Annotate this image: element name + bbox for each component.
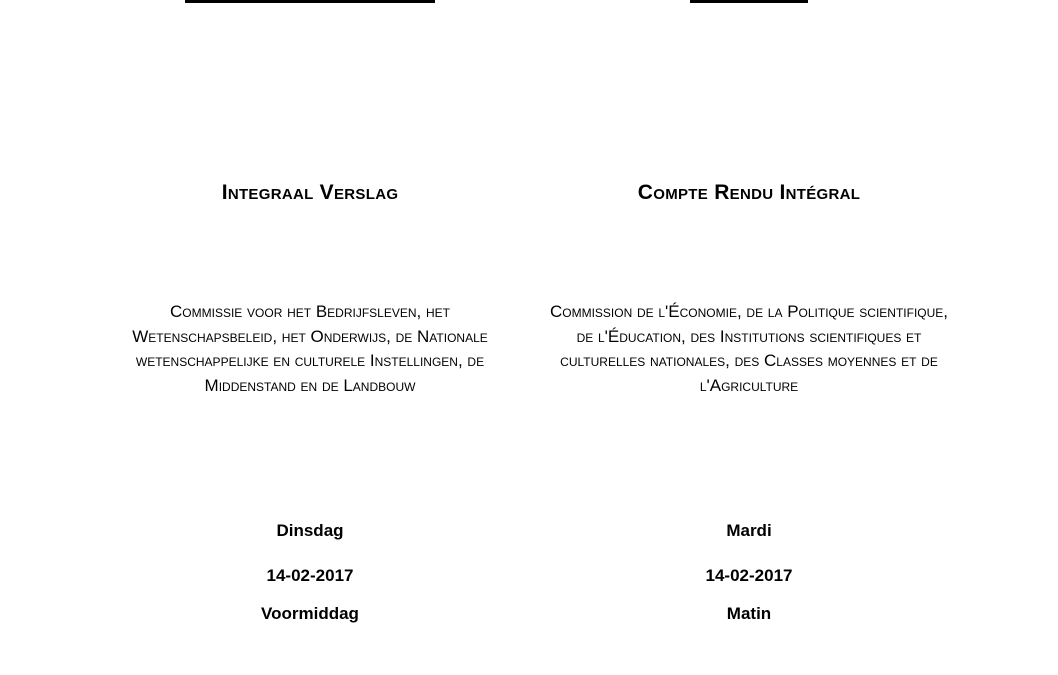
cut-off-header-nl: [105, 0, 515, 3]
committee-name-dutch: Commissie voor het Bedrijfsleven, het Wetenschapsbeleid, het Onderwijs, de Nationale wetenschappelijke en culturele Instellingen, de Middenstand en de Landbouw: [132, 302, 488, 395]
title-dutch: Integraal Verslag: [221, 181, 399, 204]
date-dutch: 14-02-2017: [266, 566, 354, 585]
period-dutch: Voormiddag: [261, 604, 359, 623]
day-french: Mardi: [726, 521, 772, 540]
day-dutch: Dinsdag: [276, 521, 344, 540]
period-french: Matin: [726, 604, 772, 623]
date-french: 14-02-2017: [705, 566, 793, 585]
cut-off-header-fr: [540, 0, 958, 3]
committee-name-french: Commission de l'Économie, de la Politique scientifique, de l'Éducation, des Institutions scientifiques et culturelles nationales, des Classes moyennes et de l'Agriculture: [549, 302, 949, 395]
title-french: Compte Rendu Intégral: [637, 181, 861, 204]
